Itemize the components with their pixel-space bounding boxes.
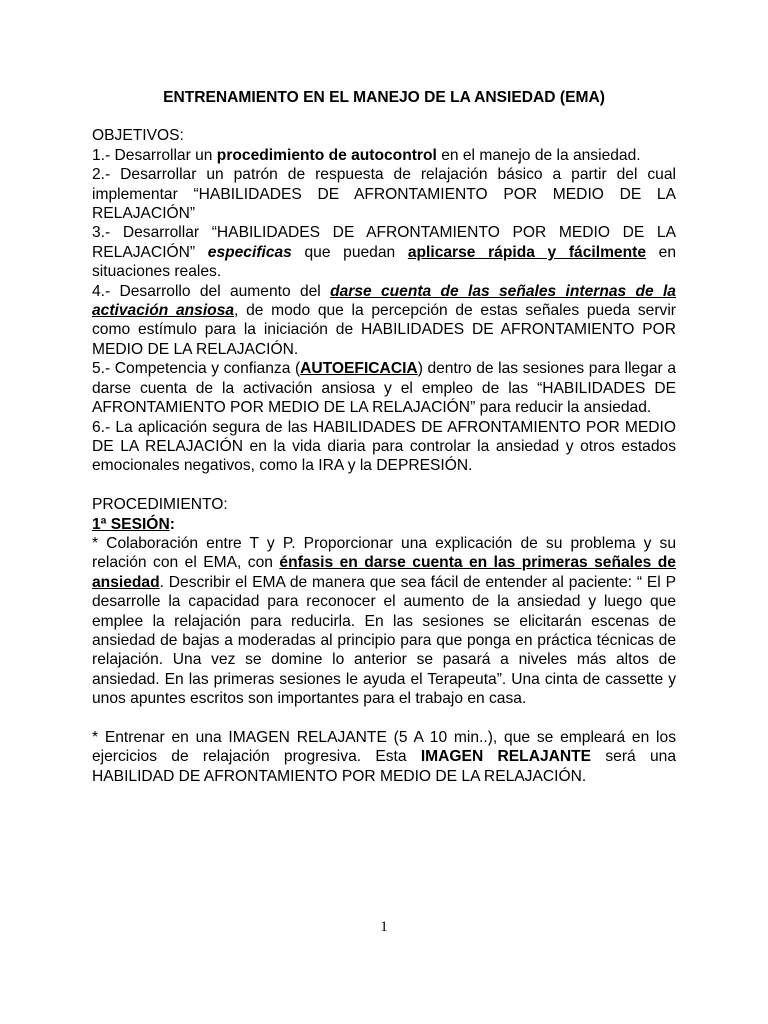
emphasis: IMAGEN RELAJANTE <box>420 748 592 766</box>
page-number: 1 <box>380 919 388 935</box>
spacer <box>92 476 676 495</box>
objetivo-2: 2.- Desarrollar un patrón de respuesta de relajación básico a partir del cual implementar “HABILIDADES DE AFRONTAMIENTO POR MEDIO DE LA RELAJACIÓN” <box>92 166 676 223</box>
text: que puedan <box>291 243 408 261</box>
text: 4.- Desarrollo del aumento del <box>92 282 331 300</box>
text: en el manejo de la ansiedad. <box>436 146 641 164</box>
sesion-label: 1ª SESIÓN <box>92 515 170 533</box>
emphasis: darse cuenta de las señales internas de la activación ansiosa <box>92 282 676 320</box>
text: * Colaboración entre T y P. Proporcionar una explicación de su problema y su relación con el EMA, con <box>92 534 676 572</box>
emphasis: especificas <box>207 243 292 261</box>
objetivo-4 <box>92 282 676 360</box>
text: ) dentro de las sesiones para llegar a darse cuenta de la activación ansiosa y el empleo de las “HABILIDADES DE AFRONTAMIENTO POR MEDIO DE LA RELAJACIÓN” para reducir la ansiedad. <box>92 360 676 417</box>
text: : <box>169 515 175 533</box>
document-title: ENTRENAMIENTO EN EL MANEJO DE LA ANSIEDAD (EMA) <box>163 89 605 106</box>
spacer <box>92 709 676 728</box>
text: 5.- Competencia y confianza ( <box>92 360 301 378</box>
text: * Entrenar en una IMAGEN RELAJANTE (5 A 10 min..), que se empleará en los ejercicios de relajación progresiva. Esta <box>92 728 676 766</box>
emphasis: procedimiento de autocontrol <box>216 146 437 164</box>
procedimiento-paragraph-2 <box>92 728 676 786</box>
procedimiento-heading: PROCEDIMIENTO: <box>92 496 228 514</box>
objetivos-heading: OBJETIVOS: <box>92 127 184 145</box>
objetivo-3 <box>92 223 676 281</box>
objetivo-6: 6.- La aplicación segura de las HABILIDADES DE AFRONTAMIENTO POR MEDIO DE LA RELAJACIÓN en la vida diaria para controlar la ansiedad y otros estados emocionales negativos, como la IRA y la DEPRESIÓN. <box>92 418 676 475</box>
text: , de modo que la percepción de estas señales pueda servir como estímulo para la iniciación de HABILIDADES DE AFRONTAMIENTO POR MEDIO DE LA RELAJACIÓN. <box>92 302 676 358</box>
objetivo-1 <box>92 146 676 165</box>
text: 1.- Desarrollar un <box>92 146 217 164</box>
sesion-heading <box>92 515 676 534</box>
text: será una HABILIDAD DE AFRONTAMIENTO POR MEDIO DE LA RELAJACIÓN. <box>92 748 676 785</box>
emphasis: énfasis en darse cuenta en las primeras señales de ansiedad <box>92 554 676 591</box>
text: . Describir el EMA de manera que sea fácil de entender al paciente: “ El P desarrolle la capacidad para reconocer el aumento de la ansiedad y luego que emplee la relajación para reducirla. En las sesiones se elicitarán escenas de ansiedad de bajas a moderadas al principio para que ponga en práctica técnicas de relajación. Una vez se domine lo anterior se pasará a niveles más altos de ansiedad. En las primeras sesiones le ayuda el Terapeuta”. Una cinta de cassette y unos apuntes escritos son importantes para el trabajo en casa. <box>92 573 676 708</box>
text: 3.- Desarrollar “HABILIDADES DE AFRONTAMIENTO POR MEDIO DE LA RELAJACIÓN” <box>92 224 676 261</box>
emphasis: AUTOEFICACIA <box>300 360 418 378</box>
emphasis: aplicarse rápida y fácilmente <box>407 243 646 261</box>
objetivo-5 <box>92 359 676 417</box>
procedimiento-paragraph-1 <box>92 534 676 709</box>
text: en situaciones reales. <box>92 243 676 281</box>
